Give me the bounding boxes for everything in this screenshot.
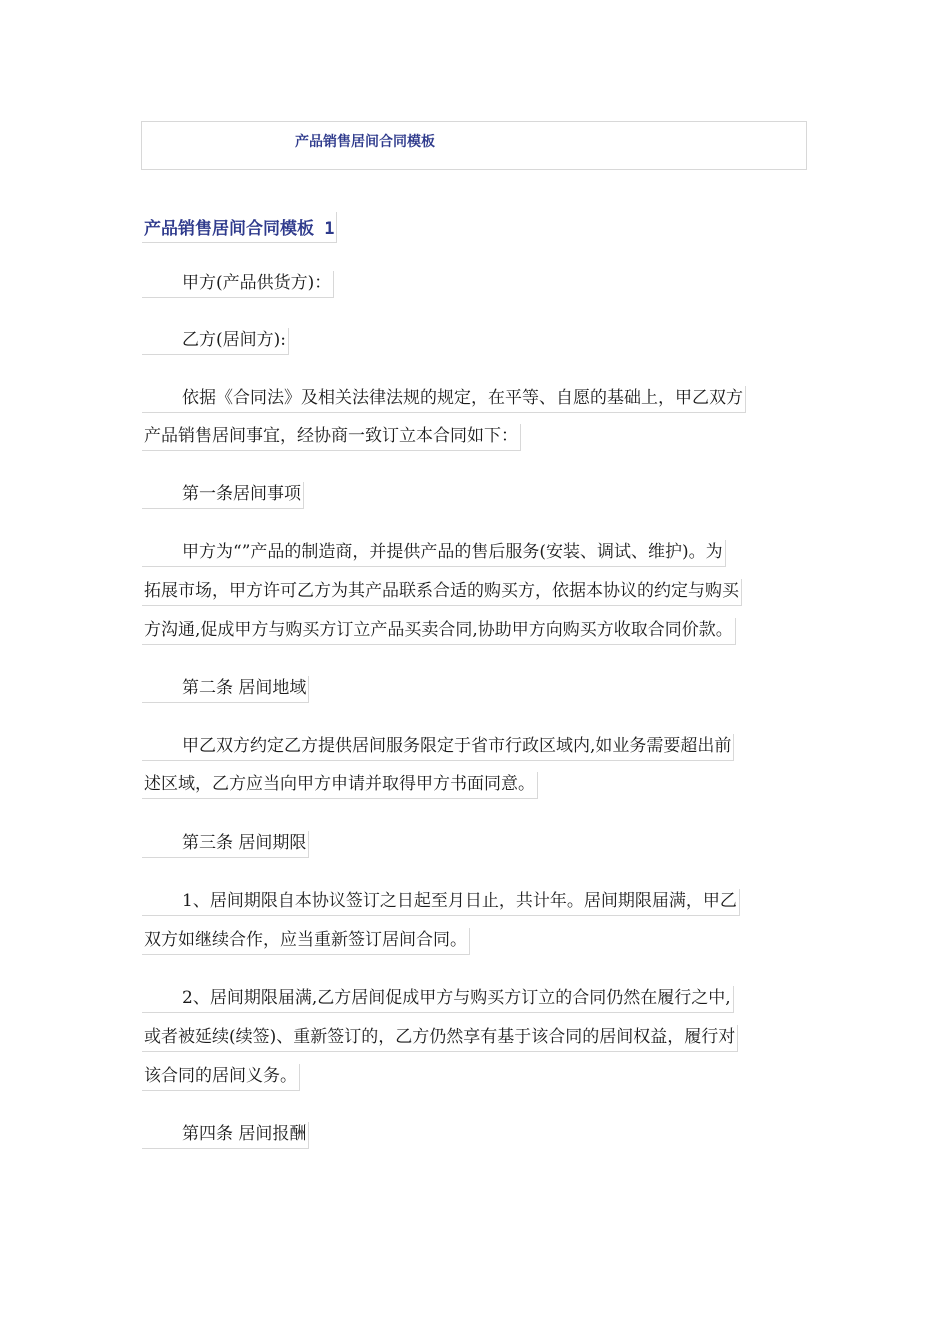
article-3-item-1-line-1: 1、居间期限自本协议签订之日起至月日止，共计年。居间期限届满，甲乙 — [142, 889, 740, 916]
article-3-item-1-line-2: 双方如继续合作，应当重新签订居间合同。 — [142, 928, 470, 955]
article-3-item-2-line-3: 该合同的居间义务。 — [142, 1064, 300, 1091]
intro-line-1: 依据《合同法》及相关法律法规的规定，在平等、自愿的基础上，甲乙双方 — [142, 386, 746, 413]
article-1-line-2: 拓展市场，甲方许可乙方为其产品联系合适的购买方，依据本协议的约定与购买 — [142, 579, 742, 606]
party-a-line: 甲方(产品供货方)： — [142, 271, 334, 298]
article-1-line-3: 方沟通,促成甲方与购买方订立产品买卖合同,协助甲方向购买方收取合同价款。 — [142, 618, 736, 645]
article-3-heading: 第三条 居间期限 — [142, 831, 309, 858]
article-2-heading: 第二条 居间地域 — [142, 676, 309, 703]
article-4-heading: 第四条 居间报酬 — [142, 1122, 309, 1149]
article-3-item-2-line-1: 2、居间期限届满,乙方居间促成甲方与购买方订立的合同仍然在履行之中, — [142, 986, 734, 1013]
header-title: 产品销售居间合同模板 — [295, 134, 435, 150]
party-b-line: 乙方(居间方): — [142, 328, 289, 355]
document-title: 产品销售居间合同模板 1 — [142, 212, 337, 243]
intro-line-2: 产品销售居间事宜，经协商一致订立本合同如下： — [142, 424, 521, 451]
article-2-line-1: 甲乙双方约定乙方提供居间服务限定于省市行政区域内,如业务需要超出前 — [142, 734, 734, 761]
article-1-heading: 第一条居间事项 — [142, 482, 304, 509]
article-2-line-2: 述区域，乙方应当向甲方申请并取得甲方书面同意。 — [142, 772, 538, 799]
article-3-item-2-line-2: 或者被延续(续签)、重新签订的，乙方仍然享有基于该合同的居间权益，履行对 — [142, 1025, 738, 1052]
article-1-line-1: 甲方为“”产品的制造商，并提供产品的售后服务(安装、调试、维护)。为 — [142, 540, 726, 567]
header-box — [141, 121, 807, 170]
